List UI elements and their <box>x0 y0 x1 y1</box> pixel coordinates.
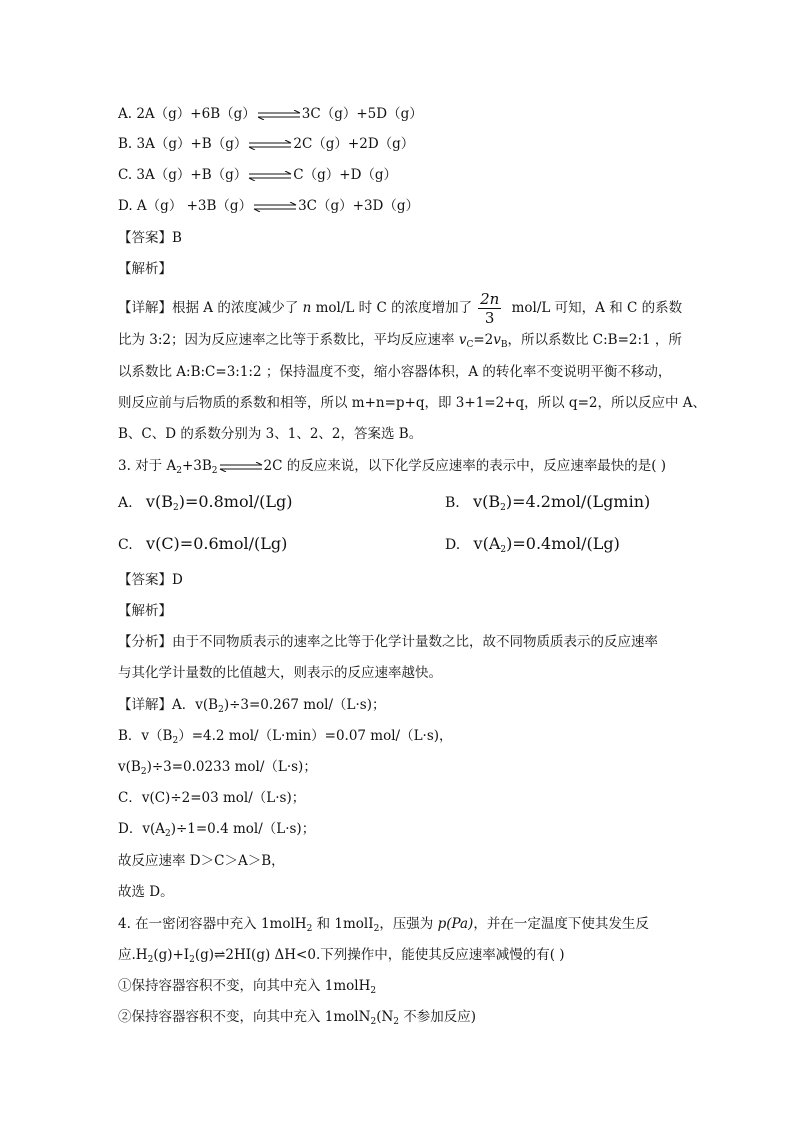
subscript: 2 <box>393 1017 400 1027</box>
q2-detail-line-2 <box>118 330 682 350</box>
option-text: C. 3A（g）+B（g） <box>118 167 248 183</box>
option-text: 2C（g）+2D（g） <box>293 136 415 152</box>
equilibrium-arrow-icon <box>253 202 297 212</box>
q4-stem <box>118 914 649 934</box>
fraction-denominator: 3 <box>484 309 495 327</box>
q2-answer: 【答案】B <box>118 230 182 246</box>
option-text: B. 3A（g）+B（g） <box>118 136 248 152</box>
q2-detail-line-5: B、C、D 的系数分别为 3、1、2、2，答案选 B。 <box>118 426 423 442</box>
subscript: 2 <box>172 503 179 513</box>
equilibrium-arrow-icon <box>219 462 263 472</box>
text: v(B <box>473 492 501 511</box>
option-text: C（g）+D（g） <box>293 167 398 183</box>
option-label: C. <box>118 537 133 553</box>
variable-v: v <box>493 332 501 348</box>
option-text: 3C（g）+3D（g） <box>298 198 420 214</box>
variable-n: n <box>302 300 312 316</box>
text: 和 1molI <box>312 916 374 932</box>
subscript: 2 <box>500 545 507 555</box>
fraction-numerator: 2n <box>480 290 500 308</box>
q2-option-b <box>118 134 414 154</box>
subscript: 2 <box>140 767 147 777</box>
text: ，所以系数比 C:B=2:1 ，所 <box>507 332 682 348</box>
q3-answer: 【答案】D <box>118 572 183 588</box>
q3-stem <box>118 456 666 476</box>
subscript: 2 <box>500 503 506 513</box>
q4-item-1 <box>118 976 376 996</box>
subscript: 2 <box>164 829 171 839</box>
q4-item-2 <box>118 1007 476 1027</box>
q3-analysis-line-1: 【分析】由于不同物质表示的速率之比等于化学计量数之比，故不同物质质表示的反应速率 <box>118 634 658 650</box>
variable-v: v <box>458 332 467 348</box>
text: )=0.8mol/(L <box>178 492 276 511</box>
subscript: 2 <box>176 466 182 476</box>
q3-analysis-line-2: 与其化学计量数的比值越大，则表示的反应速率越快。 <box>118 665 442 681</box>
text: 应.H <box>118 947 148 963</box>
text: 2C 的反应来说，以下化学反应速率的表示中，反应速率最快的是( ) <box>263 458 667 474</box>
text: v(B <box>145 492 173 511</box>
text: ，并在一定温度下使其发生反 <box>473 916 649 932</box>
text: +3B <box>181 458 212 474</box>
subscript: 2 <box>172 736 179 746</box>
subscript: 2 <box>370 986 377 996</box>
text: mol/L 时 C 的浓度增加了 <box>311 300 473 316</box>
text: ）=4.2 mol/（L·min）=0.07 mol/（L·s)， <box>178 728 453 744</box>
q2-analysis-heading: 【解析】 <box>118 261 172 277</box>
subscript: 2 <box>147 955 154 965</box>
text: v(C)=0.6mol/(L <box>146 534 271 553</box>
subscript: 2 <box>306 924 313 934</box>
text: B．v（B <box>118 728 173 744</box>
text: v(B <box>118 759 141 775</box>
text: 比为 3:2；因为反应速率之比等于系数比，平均反应速率 <box>118 332 459 348</box>
text: 3. 对于 A <box>118 458 177 474</box>
q2-detail-line-4: 则反应前与后物质的系数和相等，所以 m+n=p+q，即 3+1=2+q，所以 q=2，所以反应中 A、 <box>118 395 707 411</box>
equilibrium-arrow-icon <box>248 140 292 150</box>
q3-detail-line-1 <box>118 695 385 715</box>
subscript: 2 <box>189 955 195 965</box>
text: v(A <box>473 534 501 553</box>
q2-option-d <box>118 196 419 216</box>
q2-detail-line-3: 以系数比 A:B:C=3:1:2 ；保持温度不变，缩小容器体积，A 的转化率不变说明平衡不移动， <box>118 364 672 380</box>
q3-analysis-heading: 【解析】 <box>118 603 172 619</box>
option-text: A. 2A（g）+6B（g） <box>118 106 256 122</box>
subscript: 2 <box>218 705 224 715</box>
subscript: C <box>466 340 474 350</box>
option-text: D. A（g） +3B（g） <box>118 198 253 214</box>
q3-detail-line-3 <box>118 757 317 777</box>
text: (N <box>376 1009 394 1025</box>
q3-detail-line-7: 故选 D。 <box>118 884 174 900</box>
q4-stem-line-2 <box>118 945 565 965</box>
text: ②保持容器容积不变，向其中充入 1molN <box>118 1009 371 1025</box>
text: D．v(A <box>118 821 165 837</box>
subscript: 2 <box>370 1017 377 1027</box>
q3-detail-line-5 <box>118 819 315 839</box>
q3-detail-line-2 <box>118 726 453 746</box>
text: )÷3=0.267 mol/（L·s)； <box>223 697 386 713</box>
text: mol/L 可知，A 和 C 的系数 <box>507 300 683 316</box>
text: gmin) <box>603 492 651 511</box>
text: g) <box>275 492 293 511</box>
fraction <box>478 290 501 327</box>
option-label: D. <box>445 537 461 553</box>
text: 不参加反应) <box>399 1009 477 1025</box>
equilibrium-arrow-icon <box>257 110 301 120</box>
subscript: B <box>500 340 508 350</box>
text: ①保持容器容积不变，向其中充入 1molH <box>118 978 371 994</box>
option-text: 3C（g）+5D（g） <box>301 106 423 122</box>
q2-option-c <box>118 165 397 185</box>
q3-option-c <box>118 534 287 553</box>
subscript: 2 <box>373 924 380 934</box>
text: (Pa) <box>446 916 474 932</box>
text: 【详解】A．v(B <box>118 697 219 713</box>
text: g) <box>270 534 288 553</box>
q3-option-b <box>445 492 650 511</box>
text: g) <box>603 534 620 553</box>
text: =2 <box>473 332 494 348</box>
text: 【详解】根据 A 的浓度减少了 <box>118 300 303 316</box>
q3-option-d <box>445 534 620 553</box>
q3-detail-line-4: C．v(C)÷2=03 mol/（L·s)； <box>118 790 306 806</box>
option-label: B. <box>445 495 460 511</box>
option-label: A. <box>118 495 133 511</box>
text: ，压强为 <box>379 916 438 932</box>
variable-p: p <box>437 916 447 932</box>
text: )=0.4mol/(L <box>506 534 604 553</box>
q3-detail-line-6: 故反应速率 D＞C＞A＞B， <box>118 853 285 869</box>
text: )=4.2mol/(L <box>505 492 604 511</box>
q2-detail-line-1 <box>118 288 682 328</box>
text: (g)⇌2HI(g) ΔH<0.下列操作中，能使其反应速率减慢的有( ) <box>194 947 565 963</box>
text: )÷3=0.0233 mol/（L·s)； <box>146 759 317 775</box>
equilibrium-arrow-icon <box>248 171 292 181</box>
text: 4. 在一密闭容器中充入 1molH <box>118 916 307 932</box>
q2-option-a <box>118 104 423 124</box>
q3-option-a <box>118 492 292 511</box>
text: )÷1=0.4 mol/（L·s)； <box>170 821 316 837</box>
text: (g)+I <box>153 947 190 963</box>
subscript: 2 <box>211 466 218 476</box>
